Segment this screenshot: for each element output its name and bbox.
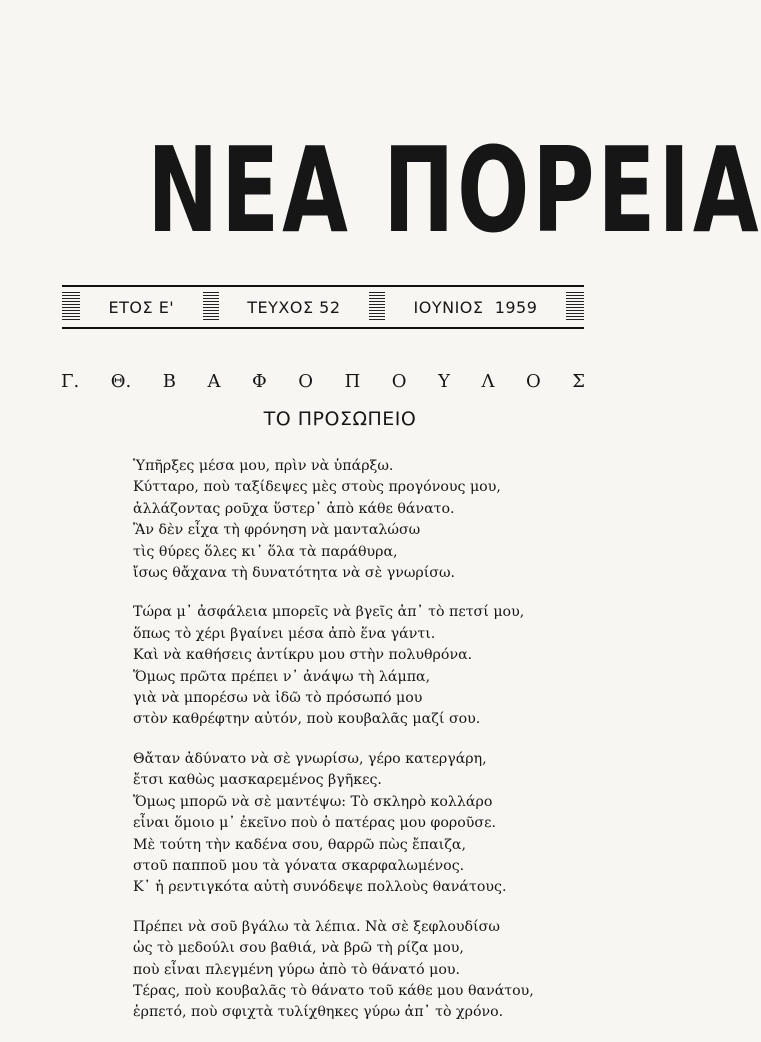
hatch-right bbox=[566, 292, 584, 322]
author-letter: Γ. bbox=[61, 371, 80, 392]
poem-line: Θἄταν ἀδύνατο νὰ σὲ γνωρίσω, γέρο κατεργάρη, bbox=[133, 750, 487, 767]
author-letter: Λ bbox=[481, 371, 495, 392]
author-letter: Φ bbox=[252, 371, 267, 392]
poem-line: Μὲ τούτη τὴν καδένα σου, θαρρῶ πὼς ἔπαιζα, bbox=[133, 836, 467, 853]
poem-line: γιὰ νὰ μπορέσω νὰ ἰδῶ τὸ πρόσωπό μου bbox=[133, 690, 423, 707]
author-letter: Υ bbox=[438, 371, 450, 392]
poem-stanza bbox=[133, 917, 593, 1024]
poem-line: ἑρπετό, ποὺ σφιχτὰ τυλίχθηκες γύρω ἀπ᾽ τὸ χρόνο. bbox=[133, 1004, 504, 1021]
poem-line: Τώρα μ᾽ ἀσφάλεια μπορεῖς νὰ βγεῖς ἀπ᾽ τὸ πετσί μου, bbox=[133, 604, 525, 621]
hatch-left bbox=[62, 292, 80, 322]
poem-line: Πρέπει νὰ σοῦ βγάλω τὰ λέπια. Νὰ σὲ ξεφλουδίσω bbox=[133, 918, 500, 935]
issue-month: ΙΟΥΝΙΟΣ bbox=[413, 297, 484, 317]
poem-line: ποὺ εἶναι πλεγμένη γύρω ἀπὸ τὸ θάνατό μου. bbox=[133, 961, 461, 978]
poem-title: ΤΟ ΠΡΟΣΩΠΕΙΟ bbox=[263, 408, 417, 430]
poem-line: τὶς θύρες ὅλες κι᾽ ὅλα τὰ παράθυρα, bbox=[133, 543, 398, 560]
author-letter: Ο bbox=[391, 371, 407, 392]
poem-line: Ὅμως μπορῶ νὰ σὲ μαντέψω: Τὸ σκληρὸ κολλάρο bbox=[133, 793, 493, 810]
author-letter: Ο bbox=[298, 371, 314, 392]
poem-stanza bbox=[133, 749, 593, 899]
poem-line: Καὶ νὰ καθήσεις ἀντίκρυ μου στὴν πολυθρόνα. bbox=[133, 647, 473, 664]
poem-line: Ἂν δὲν εἶχα τὴ φρόνηση νὰ μανταλώσω bbox=[133, 522, 421, 539]
author-letter: Σ bbox=[572, 371, 585, 392]
author-letter: Π bbox=[344, 371, 361, 392]
poem-line: ἀλλάζοντας ροῦχα ὕστερ᾽ ἀπὸ κάθε θάνατο. bbox=[133, 500, 455, 517]
poem-line: ἔτσι καθὼς μασκαρεμένος βγῆκες. bbox=[133, 772, 382, 789]
poem-line: στὸν καθρέφτην αὐτόν, ποὺ κουβαλᾶς μαζί σου. bbox=[133, 711, 481, 728]
author-letter: Α bbox=[207, 371, 221, 392]
issue-year: ΕΤΟΣ Ε' bbox=[108, 297, 175, 317]
poem-line: εἶναι ὅμοιο μ᾽ ἐκεῖνο ποὺ ὁ πατέρας μου φοροῦσε. bbox=[133, 815, 496, 832]
author-letter: Β bbox=[162, 371, 176, 392]
poem-line: Κ᾽ ἡ ρεντιγκότα αὐτὴ συνόδεψε πολλοὺς θανάτους. bbox=[133, 879, 507, 896]
poem-stanza bbox=[133, 456, 593, 584]
poem-body bbox=[133, 456, 593, 1042]
poem-line: Κύτταρο, ποὺ ταξίδεψες μὲς στοὺς προγόνους μου, bbox=[133, 479, 501, 496]
poem-line: ὡς τὸ μεδούλι σου βαθιά, νὰ βρῶ τὴ ρίζα μου, bbox=[133, 940, 464, 957]
author-letter: Ο bbox=[525, 371, 541, 392]
poem-line: Ὅμως πρῶτα πρέπει ν᾽ ἀνάψω τὴ λάμπα, bbox=[133, 668, 431, 685]
issue-bar bbox=[62, 285, 584, 329]
poem-line: ὅπως τὸ χέρι βγαίνει μέσα ἀπὸ ἕνα γάντι. bbox=[133, 625, 436, 642]
author-letter: Θ. bbox=[110, 371, 132, 392]
hatch-separator bbox=[203, 292, 219, 322]
poem-line: ἴσως θἄχανα τὴ δυνατότητα νὰ σὲ γνωρίσω. bbox=[133, 565, 456, 582]
issue-date bbox=[414, 298, 538, 317]
hatch-separator bbox=[369, 292, 385, 322]
poem-stanza bbox=[133, 602, 593, 730]
masthead-title: ΝΕΑ ΠΟΡΕΙΑ bbox=[147, 121, 761, 259]
issue-year-number: 1959 bbox=[494, 297, 538, 317]
author-name bbox=[61, 371, 585, 392]
poem-line: στοῦ παπποῦ μου τὰ γόνατα σκαρφαλωμένος. bbox=[133, 857, 465, 874]
poem-line: Τέρας, ποὺ κουβαλᾶς τὸ θάνατο τοῦ κάθε μου θανάτου, bbox=[133, 982, 534, 999]
issue-number: ΤΕΥΧΟΣ 52 bbox=[247, 297, 341, 317]
poem-line: Ὑπῆρξες μέσα μου, πρὶν νὰ ὑπάρξω. bbox=[133, 458, 394, 474]
